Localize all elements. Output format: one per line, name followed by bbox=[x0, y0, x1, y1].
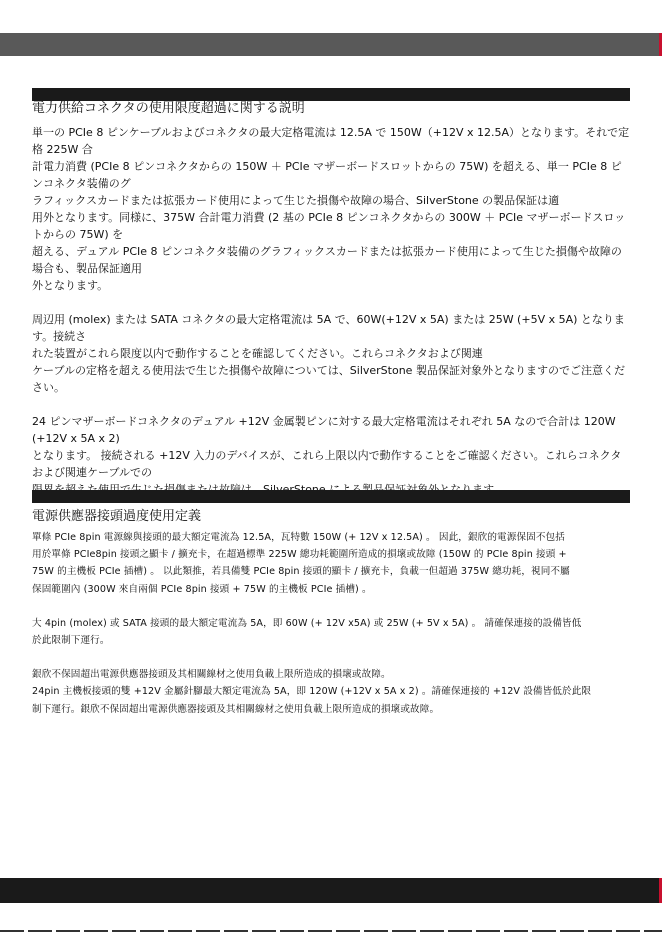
jp-p1-line: 単一の PCIe 8 ピンケーブルおよびコネクタの最大定格電流は 12.5A で 150W（+12V x 12.5A）となります。それで定格 225W 合 bbox=[32, 126, 630, 156]
chinese-section-bar bbox=[32, 490, 630, 503]
tw-p1-line: 保固範圍內 (300W 來自兩個 PCIe 8pin 接頭 + 75W 的主機板 PCIe 插槽) 。 bbox=[32, 583, 372, 595]
jp-p1-line: 用外となります。同様に、375W 合計電力消費 (2 基の PCIe 8 ピンコネクタからの 300W ＋ PCIe マザーボードスロットからの 75W) を bbox=[32, 211, 626, 241]
tw-p2-line: 大 4pin (molex) 或 SATA 接頭的最大額定電流為 5A，即 60W (+ 12V x5A) 或 25W (+ 5V x 5A) 。 請確保連接的設備皆低 bbox=[32, 617, 582, 629]
tw-p3-line: 24pin 主機板接頭的雙 +12V 金屬針腳最大額定電流為 5A，即 120W (+12V x 5A x 2) 。請確保連接的 +12V 設備皆低於此限 bbox=[32, 686, 592, 698]
paragraph-gap bbox=[32, 396, 630, 413]
jp-p1-line: 計電力消費 (PCIe 8 ピンコネクタからの 150W ＋ PCIe マザーボードスロットからの 75W) を超える、単一 PCIe 8 ピンコネクタ装備のグ bbox=[32, 160, 622, 190]
tw-p3-line: 制下運行。銀欣不保固超出電源供應器接頭及其相關線材之使用負載上限所造成的損壞或故障。 bbox=[32, 703, 440, 715]
japanese-body bbox=[32, 124, 630, 498]
jp-p1-line: 外となります。 bbox=[32, 279, 109, 292]
japanese-section-title: 電力供給コネクタの使用限度超過に関する説明 bbox=[32, 101, 305, 116]
tw-p2-line: 於此限制下運行。 bbox=[32, 635, 110, 647]
chinese-section-title: 電源供應器接頭過度使用定義 bbox=[32, 509, 202, 524]
jp-p2-line: れた装置がこれら限度以内で動作することを確認してください。これらコネクタおよび関連 bbox=[32, 347, 483, 360]
bottom-dashed-rule bbox=[0, 930, 662, 932]
paragraph-gap bbox=[32, 649, 630, 666]
jp-p1-line: 超える、デュアル PCIe 8 ピンコネクタ装備のグラフィックスカードまたは拡張カード使用によって生じた損傷や故障の場合も、製品保証適用 bbox=[32, 245, 622, 275]
jp-p3-line: 24 ピンマザーボードコネクタのデュアル +12V 金属製ピンに対する最大定格電流はそれぞれ 5A なので合計は 120W (+12V x 5A x 2) bbox=[32, 415, 616, 445]
paragraph-gap bbox=[32, 598, 630, 615]
tw-p1-line: 單條 PCIe 8pin 電源線與接頭的最大額定電流為 12.5A，瓦特數 150W (+ 12V x 12.5A) 。 因此，銀欣的電源保固不包括 bbox=[32, 532, 565, 543]
jp-p2-line: ケーブルの定格を超える使用法で生じた損傷や故障については、SilverStone 製品保証対象外となりますのでご注意ください。 bbox=[32, 364, 625, 394]
tw-p3-line: 銀欣不保固超出電源供應器接頭及其相關線材之使用負載上限所造成的損壞或故障。 bbox=[32, 669, 391, 681]
tw-p1-line: 75W 的主機板 PCIe 插槽) 。 以此類推，若具備雙 PCIe 8pin 接頭的顯卡 / 擴充卡，負載一但超過 375W 總功耗，視同不屬 bbox=[32, 566, 570, 578]
jp-p3-line: となります。 接続される +12V 入力のデバイスが、これら上限以内で動作することをご確認ください。これらコネクタおよび関連ケーブルでの bbox=[32, 449, 622, 479]
tw-p1-line: 用於單條 PCIe8pin 接頭之顯卡 / 擴充卡，在超過標準 225W 總功耗範圍所造成的損壞或故障 (150W 的 PCIe 8pin 接頭 + bbox=[32, 549, 567, 561]
japanese-section-bar bbox=[32, 88, 630, 101]
chinese-body bbox=[32, 529, 630, 718]
jp-p2-line: 周辺用 (molex) または SATA コネクタの最大定格電流は 5A で、60W(+12V x 5A) または 25W (+5V x 5A) となります。接続さ bbox=[32, 313, 625, 343]
paragraph-gap bbox=[32, 294, 630, 311]
jp-p1-line: ラフィックスカードまたは拡張カード使用によって生じた損傷や故障の場合、SilverStone の製品保証は適 bbox=[32, 194, 560, 207]
top-header-band bbox=[0, 33, 662, 56]
bottom-footer-band bbox=[0, 878, 662, 903]
